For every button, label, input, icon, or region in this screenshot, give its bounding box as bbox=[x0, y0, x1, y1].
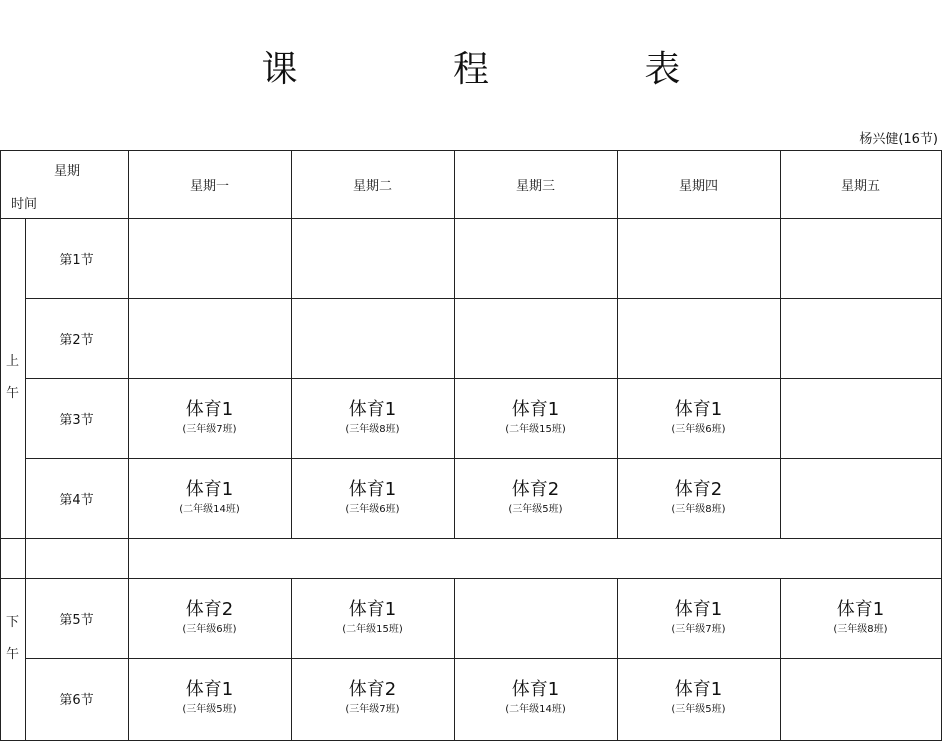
period-label: 第1节 bbox=[59, 252, 94, 268]
page-title: 课 程 表 bbox=[261, 48, 753, 90]
class-name: (三年级7班) bbox=[182, 424, 237, 435]
grid-line bbox=[0, 218, 942, 219]
class-name: (三年级5班) bbox=[182, 704, 237, 715]
morning-char-2: 午 bbox=[5, 386, 19, 401]
grid-line bbox=[0, 740, 26, 741]
class-name: (二年级15班) bbox=[505, 424, 566, 435]
class-name: (二年级14班) bbox=[179, 504, 240, 515]
schedule-cell bbox=[291, 298, 454, 378]
afternoon-char-1: 下 bbox=[5, 615, 19, 630]
grid-line bbox=[454, 578, 455, 741]
period-label: 第6节 bbox=[59, 692, 94, 708]
schedule-cell bbox=[617, 458, 780, 538]
day-header: 星期五 bbox=[840, 178, 880, 194]
grid-line bbox=[25, 658, 942, 659]
schedule-cell bbox=[291, 378, 454, 458]
schedule-cell bbox=[128, 378, 291, 458]
class-name: (三年级8班) bbox=[833, 624, 888, 635]
class-name: (三年级6班) bbox=[345, 504, 400, 515]
morning-char-1: 上 bbox=[5, 354, 19, 369]
schedule-cell bbox=[617, 298, 780, 378]
schedule-cell bbox=[454, 658, 617, 738]
schedule-cell bbox=[780, 378, 941, 458]
subject-name: 体育1 bbox=[185, 479, 234, 500]
schedule-cell bbox=[128, 298, 291, 378]
subject-name: 体育1 bbox=[348, 399, 397, 420]
grid-line bbox=[25, 458, 942, 459]
grid-line bbox=[780, 150, 781, 539]
class-name: (三年级6班) bbox=[671, 424, 726, 435]
day-header: 星期四 bbox=[678, 178, 718, 194]
schedule-cell bbox=[291, 578, 454, 658]
subject-name: 体育1 bbox=[185, 679, 234, 700]
grid-line bbox=[128, 150, 129, 741]
period-label: 第5节 bbox=[59, 612, 94, 628]
schedule-cell bbox=[617, 658, 780, 738]
grid-line bbox=[25, 298, 942, 299]
subject-name: 体育2 bbox=[348, 679, 397, 700]
subject-name: 体育1 bbox=[836, 599, 885, 620]
grid-line bbox=[0, 578, 942, 579]
corner-week-label: 星期 bbox=[54, 164, 81, 179]
schedule-cell bbox=[454, 458, 617, 538]
subject-name: 体育2 bbox=[185, 599, 234, 620]
subject-name: 体育1 bbox=[348, 599, 397, 620]
class-name: (三年级8班) bbox=[671, 504, 726, 515]
period-label: 第4节 bbox=[59, 492, 94, 508]
subject-name: 体育1 bbox=[511, 399, 560, 420]
subject-name: 体育2 bbox=[511, 479, 560, 500]
grid-line bbox=[780, 578, 781, 741]
period-label: 第2节 bbox=[59, 332, 94, 348]
corner-time-label: 时间 bbox=[11, 197, 38, 212]
class-name: (二年级15班) bbox=[342, 624, 403, 635]
subject-name: 体育2 bbox=[674, 479, 723, 500]
schedule-cell bbox=[780, 218, 941, 298]
subject-name: 体育1 bbox=[674, 679, 723, 700]
schedule-cell bbox=[128, 458, 291, 538]
schedule-cell bbox=[780, 578, 941, 658]
schedule-cell bbox=[617, 218, 780, 298]
day-header: 星期三 bbox=[515, 178, 555, 194]
grid-line bbox=[0, 150, 942, 151]
class-name: (三年级5班) bbox=[508, 504, 563, 515]
subject-name: 体育1 bbox=[348, 479, 397, 500]
schedule-cell bbox=[291, 458, 454, 538]
grid-line bbox=[0, 150, 1, 741]
morning-label bbox=[0, 218, 25, 538]
class-name: (三年级5班) bbox=[671, 704, 726, 715]
subject-name: 体育1 bbox=[674, 599, 723, 620]
grid-line bbox=[25, 218, 26, 741]
schedule-cell bbox=[780, 658, 941, 738]
schedule-cell bbox=[780, 458, 941, 538]
grid-line bbox=[291, 578, 292, 741]
day-header: 星期二 bbox=[352, 178, 392, 194]
schedule-cell bbox=[454, 578, 617, 658]
afternoon-label bbox=[0, 538, 25, 740]
class-name: (三年级6班) bbox=[182, 624, 237, 635]
schedule-cell bbox=[291, 218, 454, 298]
schedule-cell bbox=[128, 658, 291, 738]
class-name: (三年级7班) bbox=[345, 704, 400, 715]
day-header: 星期一 bbox=[189, 178, 229, 194]
grid-line bbox=[291, 150, 292, 539]
schedule-cell bbox=[780, 298, 941, 378]
schedule-cell bbox=[291, 658, 454, 738]
schedule-cell bbox=[617, 378, 780, 458]
schedule-cell bbox=[454, 218, 617, 298]
teacher-name: 杨兴健(16节) bbox=[859, 132, 938, 147]
schedule-cell bbox=[128, 578, 291, 658]
grid-line bbox=[617, 578, 618, 741]
grid-line bbox=[25, 740, 942, 741]
grid-line bbox=[617, 150, 618, 539]
subject-name: 体育1 bbox=[185, 399, 234, 420]
afternoon-char-2: 午 bbox=[5, 647, 19, 662]
schedule-cell bbox=[128, 218, 291, 298]
class-name: (二年级14班) bbox=[505, 704, 566, 715]
period-label: 第3节 bbox=[59, 412, 94, 428]
class-name: (三年级7班) bbox=[671, 624, 726, 635]
class-name: (三年级8班) bbox=[345, 424, 400, 435]
grid-line bbox=[454, 150, 455, 539]
grid-line bbox=[0, 538, 942, 539]
schedule-cell bbox=[454, 378, 617, 458]
subject-name: 体育1 bbox=[674, 399, 723, 420]
schedule-cell bbox=[454, 298, 617, 378]
grid-line bbox=[25, 378, 942, 379]
subject-name: 体育1 bbox=[511, 679, 560, 700]
schedule-cell bbox=[617, 578, 780, 658]
